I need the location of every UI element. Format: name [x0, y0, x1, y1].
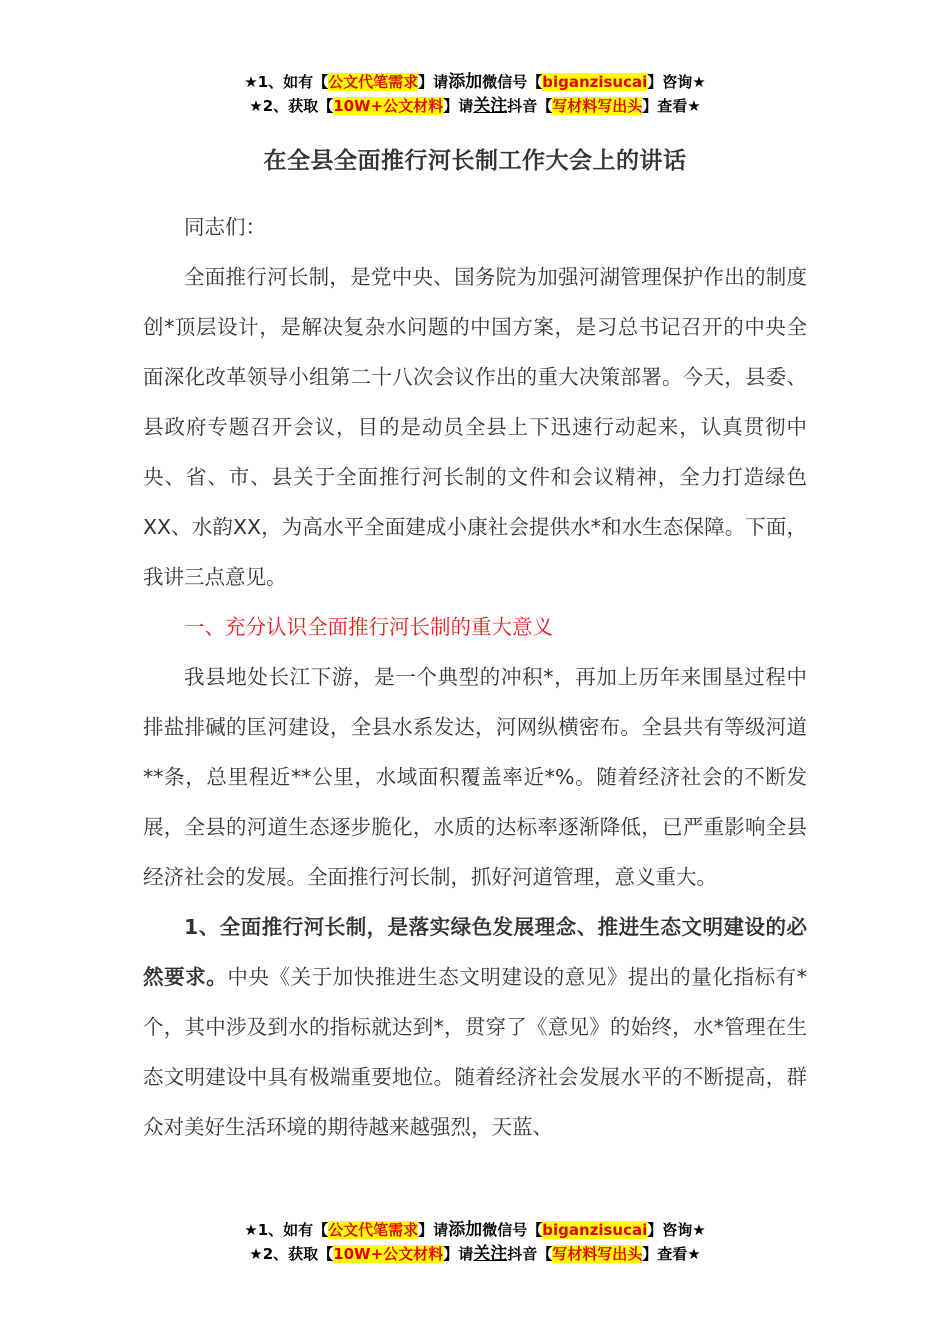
point-1-lead: 1、全面推行河长制，是落实绿色发展理念、推进生态文明建设的必然要求。 — [143, 915, 807, 989]
promo-text: ★2、获取【 — [249, 1245, 334, 1263]
promo-highlight: 公文代笔需求 — [328, 73, 419, 91]
document-title: 在全县全面推行河长制工作大会上的讲话 — [263, 148, 687, 174]
greeting: 同志们： — [184, 215, 266, 239]
promo-text: 】查看★ — [642, 97, 701, 115]
paragraph-point-1 — [143, 902, 807, 1152]
promo-emphasis: 关注 — [473, 96, 508, 116]
promo-text: 抖音【 — [507, 1245, 553, 1263]
promo-emphasis: 添加 — [448, 72, 483, 92]
promo-banner-top — [0, 70, 950, 118]
promo-highlight: 10W+公文材料 — [333, 97, 444, 115]
promo-text: 微信号【 — [482, 1221, 543, 1239]
promo-text: 】查看★ — [642, 1245, 701, 1263]
promo-text: 抖音【 — [507, 97, 553, 115]
promo-highlight: biganzisucai — [542, 1221, 648, 1239]
promo-highlight: 写材料写出头 — [552, 97, 643, 115]
promo-emphasis: 添加 — [448, 1220, 483, 1240]
promo-line-1 — [0, 1218, 950, 1242]
paragraph-intro: 全面推行河长制，是党中央、国务院为加强河湖管理保护作出的制度创*顶层设计，是解决复杂水问题的中国方案，是习总书记召开的中央全面深化改革领导小组第二十八次会议作出的重大决策部署。今天，县委、县政府专题召开会议，目的是动员全县上下迅速行动起来，认真贯彻中央、省、市、县关于全面推行河长制的文件和会议精神，全力打造绿色XX、水韵XX，为高水平全面建成小康社会提供水*和水生态保障。下面，我讲三点意见。 — [143, 265, 807, 589]
promo-text: ★1、如有【 — [244, 73, 329, 91]
promo-highlight: 公文代笔需求 — [328, 1221, 419, 1239]
promo-text: 】请 — [418, 73, 449, 91]
promo-text: 】请 — [418, 1221, 449, 1239]
promo-text: 】咨询★ — [647, 73, 706, 91]
promo-text: 】咨询★ — [647, 1221, 706, 1239]
promo-text: 】请 — [443, 97, 474, 115]
promo-highlight: 10W+公文材料 — [333, 1245, 444, 1263]
promo-banner-bottom — [0, 1218, 950, 1266]
paragraph-background: 我县地处长江下游，是一个典型的冲积*，再加上历年来围垦过程中排盐排碱的匡河建设，全县水系发达，河网纵横密布。全县共有等级河道**条，总里程近**公里，水域面积覆盖率近*%。随着经济社会的不断发展，全县的河道生态逐步脆化，水质的达标率逐渐降低，已严重影响全县经济社会的发展。全面推行河长制，抓好河道管理，意义重大。 — [143, 665, 807, 889]
promo-line-1 — [0, 70, 950, 94]
document-body — [143, 202, 807, 1152]
point-1-text: 中央《关于加快推进生态文明建设的意见》提出的量化指标有*个，其中涉及到水的指标就达到*，贯穿了《意见》的始终，水*管理在生态文明建设中具有极端重要地位。随着经济社会发展水平的不断提高，群众对美好生活环境的期待越来越强烈，天蓝、 — [143, 965, 808, 1139]
promo-text: 】请 — [443, 1245, 474, 1263]
promo-text: ★1、如有【 — [244, 1221, 329, 1239]
section-heading-1: 一、充分认识全面推行河长制的重大意义 — [184, 615, 553, 639]
promo-text: ★2、获取【 — [249, 97, 334, 115]
promo-line-2 — [0, 1242, 950, 1266]
promo-highlight: 写材料写出头 — [552, 1245, 643, 1263]
promo-line-2 — [0, 94, 950, 118]
promo-text: 微信号【 — [482, 73, 543, 91]
promo-highlight: biganzisucai — [542, 73, 648, 91]
promo-emphasis: 关注 — [473, 1244, 508, 1264]
